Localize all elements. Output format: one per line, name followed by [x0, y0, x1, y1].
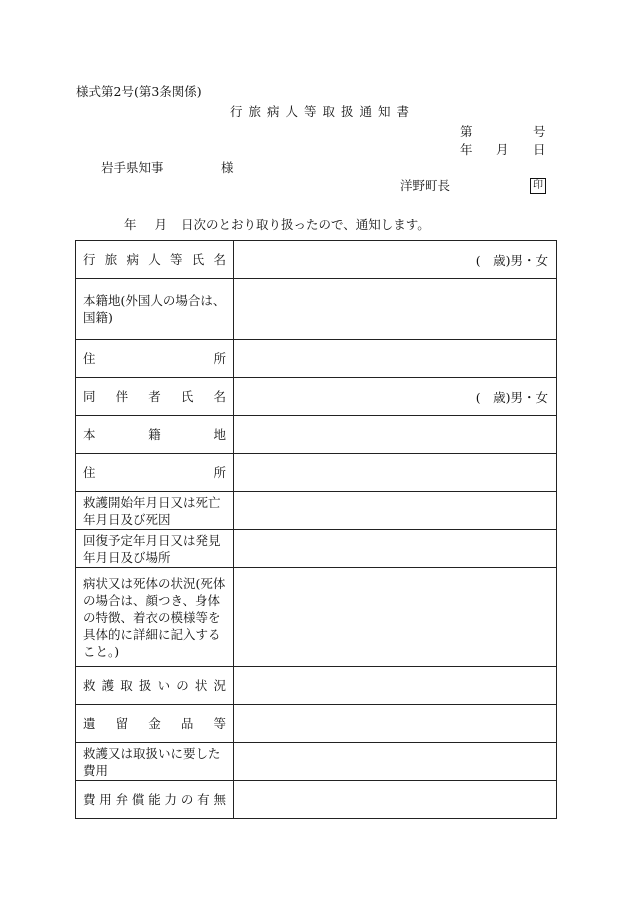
table-row — [76, 279, 557, 340]
row-label: 救護取扱いの状況 — [76, 667, 234, 705]
row-value[interactable] — [234, 530, 557, 568]
row-value[interactable] — [234, 340, 557, 378]
row-label: 回復予定年月日又は発見年月日及び場所 — [76, 530, 234, 568]
table-row — [76, 568, 557, 667]
table-row — [76, 667, 557, 705]
row-label: 費用弁償能力の有無 — [76, 781, 234, 819]
table-row — [76, 340, 557, 378]
table-row — [76, 241, 557, 279]
row-value[interactable] — [234, 416, 557, 454]
table-row — [76, 530, 557, 568]
table-row — [76, 781, 557, 819]
row-label: 住所 — [76, 340, 234, 378]
number-suffix: 号 — [533, 124, 546, 139]
row-value[interactable] — [234, 743, 557, 781]
recipient: 岩手県知事 — [101, 160, 164, 175]
row-label: 救護又は取扱いに要した費用 — [76, 743, 234, 781]
intro-month: 月 — [154, 217, 168, 232]
table-row — [76, 743, 557, 781]
row-value[interactable] — [234, 492, 557, 530]
intro-sentence — [124, 217, 430, 233]
recipient-honorific: 様 — [221, 160, 234, 175]
table-row — [76, 454, 557, 492]
intro-year: 年 — [124, 217, 137, 232]
table-row — [76, 705, 557, 743]
row-label: 本籍地(外国人の場合は、国籍) — [76, 279, 234, 340]
seal-mark: 印 — [530, 178, 546, 194]
row-label: 救護開始年月日又は死亡年月日及び死因 — [76, 492, 234, 530]
sender: 洋野町長 — [400, 178, 451, 193]
row-label: 住所 — [76, 454, 234, 492]
row-label: 病状又は死体の状況(死体の場合は、顔つき、身体の特徴、着衣の模様等を具体的に詳細に記入すること。) — [76, 568, 234, 667]
row-value[interactable]: ( 歳)男・女 — [234, 241, 557, 279]
row-label: 遺留金品等 — [76, 705, 234, 743]
row-label: 同伴者氏名 — [76, 378, 234, 416]
date-year-label: 年 — [460, 142, 473, 157]
table-row — [76, 378, 557, 416]
table-row — [76, 492, 557, 530]
row-value[interactable] — [234, 781, 557, 819]
number-prefix: 第 — [460, 124, 473, 139]
row-value[interactable] — [234, 568, 557, 667]
row-label: 行旅病人等氏名 — [76, 241, 234, 279]
notification-form-table — [75, 240, 557, 819]
intro-text: 日次のとおり取り扱ったので、通知します。 — [181, 217, 430, 232]
date-month-label: 月 — [496, 142, 509, 157]
row-value[interactable]: ( 歳)男・女 — [234, 378, 557, 416]
row-value[interactable] — [234, 454, 557, 492]
row-value[interactable] — [234, 667, 557, 705]
table-row — [76, 416, 557, 454]
row-label: 本籍地 — [76, 416, 234, 454]
form-number: 様式第2号(第3条関係) — [76, 84, 202, 99]
document-title: 行旅病人等取扱通知書 — [230, 104, 416, 119]
row-value[interactable] — [234, 279, 557, 340]
row-value[interactable] — [234, 705, 557, 743]
date-day-label: 日 — [533, 142, 546, 157]
